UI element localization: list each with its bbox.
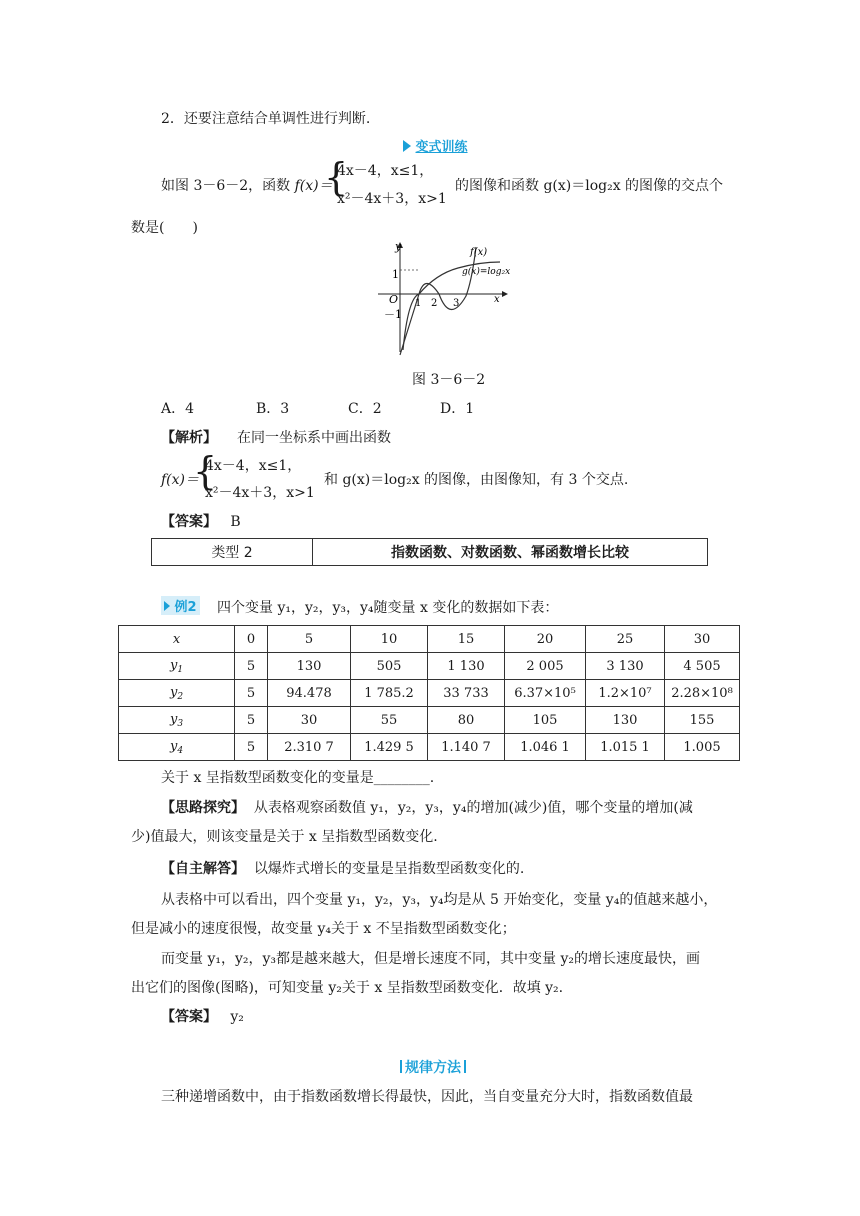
cell: 5 bbox=[235, 707, 268, 734]
x-tick-3: 3 bbox=[453, 298, 460, 309]
variant-training-heading: 变式训练 bbox=[403, 136, 468, 155]
triangle-icon bbox=[403, 140, 411, 152]
piecewise-case-2: x²－4x＋3，x>1 bbox=[337, 191, 447, 207]
analysis-func-name: f(x)＝ bbox=[161, 472, 200, 488]
example-badge: 例2 bbox=[161, 596, 200, 615]
problem-line-2: 数是( ) bbox=[131, 220, 198, 236]
table-row bbox=[119, 707, 740, 734]
header-cell: 30 bbox=[665, 626, 740, 653]
category-title: 指数函数、对数函数、幂函数增长比较 bbox=[313, 539, 708, 566]
problem-suffix: 的图像和函数 g(x)＝log₂x 的图像的交点个 bbox=[455, 178, 724, 194]
g-label: g(x)=log₂x bbox=[462, 267, 511, 277]
cell: 2 005 bbox=[505, 653, 586, 680]
cell: 33 733 bbox=[428, 680, 505, 707]
row-label: $y_4$ bbox=[119, 734, 235, 761]
row-label: $y_1$ bbox=[119, 653, 235, 680]
analysis-case-2: x²－4x＋3，x>1 bbox=[205, 485, 315, 501]
answer-1: 【答案】 B bbox=[161, 514, 241, 530]
cell: 130 bbox=[268, 653, 351, 680]
solution-paragraph-2b: 但是减小的速度很慢，故变量 y₄关于 x 不呈指数型函数变化； bbox=[131, 921, 516, 937]
analysis-brace: { bbox=[193, 449, 218, 493]
cell: 30 bbox=[268, 707, 351, 734]
option-a[interactable]: A．4 bbox=[161, 401, 195, 417]
note-text: 2．还要注意结合单调性进行判断. bbox=[161, 111, 371, 127]
header-cell: x bbox=[119, 626, 235, 653]
cell: 1.015 1 bbox=[586, 734, 665, 761]
analysis-case-1: 4x－4，x≤1， bbox=[205, 458, 302, 474]
cell: 155 bbox=[665, 707, 740, 734]
piecewise-brace: { bbox=[324, 155, 349, 199]
category-type: 类型 2 bbox=[152, 539, 313, 566]
category-table bbox=[151, 538, 708, 566]
option-d[interactable]: D．1 bbox=[440, 401, 475, 417]
y-tick-neg-1: －1 bbox=[384, 308, 402, 321]
solution-line-1: 【自主解答】 以爆炸式增长的变量是呈指数型函数变化的. bbox=[161, 861, 525, 877]
cell: 105 bbox=[505, 707, 586, 734]
header-cell: 20 bbox=[505, 626, 586, 653]
cell: 5 bbox=[235, 734, 268, 761]
option-b[interactable]: B．3 bbox=[256, 401, 290, 417]
triangle-icon bbox=[164, 601, 170, 611]
cell: 55 bbox=[351, 707, 428, 734]
cell: 5 bbox=[235, 653, 268, 680]
table-row bbox=[119, 680, 740, 707]
table-row bbox=[119, 734, 740, 761]
cell: 2.28×10⁸ bbox=[665, 680, 740, 707]
option-c[interactable]: C．2 bbox=[348, 401, 382, 417]
header-cell: 10 bbox=[351, 626, 428, 653]
cell: 1.046 1 bbox=[505, 734, 586, 761]
f-label: f(x) bbox=[470, 247, 488, 258]
piecewise-case-1: 4x－4，x≤1， bbox=[337, 163, 434, 179]
thinking-line-1: 【思路探究】 从表格观察函数值 y₁，y₂，y₃，y₄的增加(减少)值，哪个变量的增加(减 bbox=[161, 800, 693, 816]
cell: 80 bbox=[428, 707, 505, 734]
answer-2: 【答案】 y₂ bbox=[161, 1009, 244, 1025]
x-axis-label: x bbox=[494, 294, 500, 305]
example-text: 四个变量 y₁，y₂，y₃，y₄随变量 x 变化的数据如下表： bbox=[217, 600, 559, 616]
header-cell: 25 bbox=[586, 626, 665, 653]
y-tick-1: 1 bbox=[392, 268, 399, 281]
cell: 2.310 7 bbox=[268, 734, 351, 761]
solution-paragraph-3b: 出它们的图像(图略)，可知变量 y₂关于 x 呈指数型函数变化．故填 y₂. bbox=[131, 980, 564, 996]
table-header-row bbox=[119, 626, 740, 653]
cell: 1.005 bbox=[665, 734, 740, 761]
header-cell: 0 bbox=[235, 626, 268, 653]
function-graph bbox=[370, 240, 520, 360]
analysis-text: 在同一坐标系中画出函数 bbox=[237, 430, 391, 446]
table-row bbox=[119, 653, 740, 680]
row-label: $y_2$ bbox=[119, 680, 235, 707]
cell: 130 bbox=[586, 707, 665, 734]
solution-paragraph-2a: 从表格中可以看出，四个变量 y₁，y₂，y₃，y₄均是从 5 开始变化，变量 y₄的值越来越小， bbox=[161, 892, 718, 908]
analysis-label: 【解析】 bbox=[161, 430, 217, 446]
data-table bbox=[118, 625, 740, 761]
analysis-tail: 和 g(x)＝log₂x 的图像，由图像知，有 3 个交点. bbox=[324, 472, 629, 488]
figure-caption: 图 3－6－2 bbox=[412, 372, 486, 388]
cell: 94.478 bbox=[268, 680, 351, 707]
y-axis-label: y bbox=[395, 240, 402, 253]
cell: 6.37×10⁵ bbox=[505, 680, 586, 707]
cell: 1 785.2 bbox=[351, 680, 428, 707]
cell: 5 bbox=[235, 680, 268, 707]
cell: 1.2×10⁷ bbox=[586, 680, 665, 707]
x-tick-2: 2 bbox=[431, 298, 438, 309]
cell: 1.429 5 bbox=[351, 734, 428, 761]
method-text: 三种递增函数中，由于指数函数增长得最快，因此，当自变量充分大时，指数函数值最 bbox=[161, 1089, 693, 1105]
cell: 4 505 bbox=[665, 653, 740, 680]
cell: 1.140 7 bbox=[428, 734, 505, 761]
cell: 1 130 bbox=[428, 653, 505, 680]
cell: 505 bbox=[351, 653, 428, 680]
header-cell: 5 bbox=[268, 626, 351, 653]
header-cell: 15 bbox=[428, 626, 505, 653]
problem-intro: 如图 3－6－2，函数 f(x)＝ bbox=[161, 178, 333, 194]
x-tick-1: 1 bbox=[415, 298, 422, 309]
row-label: $y_3$ bbox=[119, 707, 235, 734]
question: 关于 x 呈指数型函数变化的变量是________. bbox=[161, 770, 435, 786]
thinking-line-2: 少)值最大，则该变量是关于 x 呈指数型函数变化. bbox=[131, 829, 438, 845]
method-heading: 规律方法 bbox=[397, 1057, 469, 1077]
solution-paragraph-3a: 而变量 y₁，y₂，y₃都是越来越大，但是增长速度不同，其中变量 y₂的增长速度最快，画 bbox=[161, 951, 700, 967]
origin-label: O bbox=[389, 293, 399, 306]
cell: 3 130 bbox=[586, 653, 665, 680]
